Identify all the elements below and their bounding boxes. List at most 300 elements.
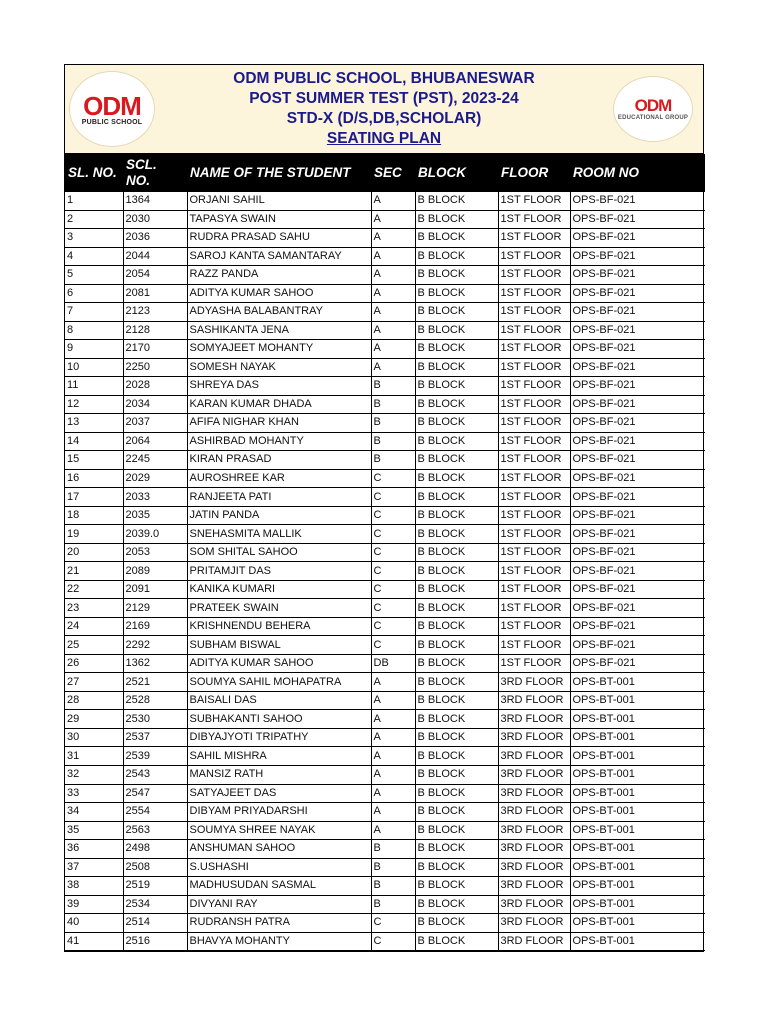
table-row	[65, 321, 705, 340]
floor-cell: 1ST FLOOR	[498, 469, 570, 488]
scl-no-cell: 2054	[123, 266, 187, 285]
student-name-cell: JATIN PANDA	[187, 506, 371, 525]
sl-no-cell: 11	[65, 377, 123, 396]
table-row	[65, 303, 705, 322]
sl-no-cell: 34	[65, 803, 123, 822]
sec-cell: C	[371, 599, 415, 618]
room-no-cell: OPS-BT-001	[570, 914, 705, 933]
table-row	[65, 728, 705, 747]
sec-cell: A	[371, 765, 415, 784]
block-cell: B BLOCK	[415, 266, 498, 285]
floor-cell: 3RD FLOOR	[498, 895, 570, 914]
sec-cell: B	[371, 377, 415, 396]
table-row	[65, 414, 705, 433]
sec-cell: C	[371, 914, 415, 933]
room-no-cell: OPS-BT-001	[570, 895, 705, 914]
block-cell: B BLOCK	[415, 877, 498, 896]
block-cell: B BLOCK	[415, 543, 498, 562]
scl-no-cell: 2516	[123, 932, 187, 951]
column-header-scl-no: SCL. NO.	[123, 154, 187, 192]
scl-no-cell: 2519	[123, 877, 187, 896]
student-name-cell: SOMESH NAYAK	[187, 358, 371, 377]
floor-cell: 1ST FLOOR	[498, 414, 570, 433]
logo-right-sub-text: EDUCATIONAL GROUP	[617, 115, 689, 121]
column-header-block: BLOCK	[415, 154, 498, 192]
scl-no-cell: 2034	[123, 395, 187, 414]
floor-cell: 1ST FLOOR	[498, 192, 570, 210]
room-no-cell: OPS-BT-001	[570, 932, 705, 951]
sec-cell: A	[371, 340, 415, 359]
floor-cell: 3RD FLOOR	[498, 673, 570, 692]
sl-no-cell: 37	[65, 858, 123, 877]
scl-no-cell: 2250	[123, 358, 187, 377]
room-no-cell: OPS-BF-021	[570, 321, 705, 340]
table-row	[65, 266, 705, 285]
block-cell: B BLOCK	[415, 617, 498, 636]
room-no-cell: OPS-BF-021	[570, 654, 705, 673]
room-no-cell: OPS-BF-021	[570, 562, 705, 581]
floor-cell: 1ST FLOOR	[498, 617, 570, 636]
sl-no-cell: 6	[65, 284, 123, 303]
floor-cell: 1ST FLOOR	[498, 580, 570, 599]
block-cell: B BLOCK	[415, 914, 498, 933]
scl-no-cell: 1364	[123, 192, 187, 210]
student-name-cell: S.USHASHI	[187, 858, 371, 877]
table-row	[65, 599, 705, 618]
student-name-cell: PRITAMJIT DAS	[187, 562, 371, 581]
floor-cell: 3RD FLOOR	[498, 858, 570, 877]
block-cell: B BLOCK	[415, 340, 498, 359]
sl-no-cell: 8	[65, 321, 123, 340]
sl-no-cell: 39	[65, 895, 123, 914]
scl-no-cell: 2521	[123, 673, 187, 692]
scl-no-cell: 2563	[123, 821, 187, 840]
sl-no-cell: 35	[65, 821, 123, 840]
table-row	[65, 229, 705, 248]
room-no-cell: OPS-BF-021	[570, 192, 705, 210]
scl-no-cell: 2044	[123, 247, 187, 266]
student-name-cell: ADYASHA BALABANTRAY	[187, 303, 371, 322]
column-header-sl-no: SL. NO.	[65, 154, 123, 192]
room-no-cell: OPS-BF-021	[570, 488, 705, 507]
odm-educational-group-logo	[613, 76, 693, 142]
sec-cell: A	[371, 192, 415, 210]
table-row	[65, 877, 705, 896]
sec-cell: DB	[371, 654, 415, 673]
block-cell: B BLOCK	[415, 580, 498, 599]
floor-cell: 1ST FLOOR	[498, 488, 570, 507]
sec-cell: A	[371, 358, 415, 377]
floor-cell: 3RD FLOOR	[498, 765, 570, 784]
sl-no-cell: 20	[65, 543, 123, 562]
table-row	[65, 617, 705, 636]
room-no-cell: OPS-BF-021	[570, 636, 705, 655]
floor-cell: 3RD FLOOR	[498, 784, 570, 803]
floor-cell: 3RD FLOOR	[498, 710, 570, 729]
block-cell: B BLOCK	[415, 728, 498, 747]
sl-no-cell: 21	[65, 562, 123, 581]
sl-no-cell: 3	[65, 229, 123, 248]
block-cell: B BLOCK	[415, 803, 498, 822]
student-name-cell: SAHIL MISHRA	[187, 747, 371, 766]
table-row	[65, 340, 705, 359]
floor-cell: 1ST FLOOR	[498, 654, 570, 673]
logo-left-sub-text: PUBLIC SCHOOL	[81, 118, 143, 126]
table-row	[65, 525, 705, 544]
block-cell: B BLOCK	[415, 229, 498, 248]
floor-cell: 1ST FLOOR	[498, 506, 570, 525]
table-row	[65, 543, 705, 562]
floor-cell: 3RD FLOOR	[498, 691, 570, 710]
sl-no-cell: 14	[65, 432, 123, 451]
student-name-cell: MANSIZ RATH	[187, 765, 371, 784]
student-name-cell: SNEHASMITA MALLIK	[187, 525, 371, 544]
floor-cell: 1ST FLOOR	[498, 451, 570, 470]
block-cell: B BLOCK	[415, 192, 498, 210]
block-cell: B BLOCK	[415, 654, 498, 673]
table-row	[65, 914, 705, 933]
sec-cell: B	[371, 895, 415, 914]
student-name-cell: SAROJ KANTA SAMANTARAY	[187, 247, 371, 266]
sec-cell: B	[371, 432, 415, 451]
sec-cell: B	[371, 414, 415, 433]
table-row	[65, 192, 705, 210]
block-cell: B BLOCK	[415, 636, 498, 655]
floor-cell: 1ST FLOOR	[498, 636, 570, 655]
table-row	[65, 562, 705, 581]
student-name-cell: AUROSHREE KAR	[187, 469, 371, 488]
room-no-cell: OPS-BF-021	[570, 340, 705, 359]
scl-no-cell: 2033	[123, 488, 187, 507]
block-cell: B BLOCK	[415, 247, 498, 266]
table-row	[65, 765, 705, 784]
sec-cell: A	[371, 266, 415, 285]
room-no-cell: OPS-BT-001	[570, 858, 705, 877]
table-body	[65, 192, 705, 951]
room-no-cell: OPS-BT-001	[570, 728, 705, 747]
room-no-cell: OPS-BF-021	[570, 303, 705, 322]
seating-table	[65, 154, 705, 951]
room-no-cell: OPS-BF-021	[570, 266, 705, 285]
sec-cell: A	[371, 728, 415, 747]
sl-no-cell: 36	[65, 840, 123, 859]
table-row	[65, 377, 705, 396]
student-name-cell: SASHIKANTA JENA	[187, 321, 371, 340]
block-cell: B BLOCK	[415, 414, 498, 433]
room-no-cell: OPS-BT-001	[570, 840, 705, 859]
scl-no-cell: 2547	[123, 784, 187, 803]
floor-cell: 1ST FLOOR	[498, 358, 570, 377]
sl-no-cell: 30	[65, 728, 123, 747]
floor-cell: 1ST FLOOR	[498, 247, 570, 266]
table-row	[65, 654, 705, 673]
floor-cell: 1ST FLOOR	[498, 377, 570, 396]
sl-no-cell: 33	[65, 784, 123, 803]
room-no-cell: OPS-BF-021	[570, 432, 705, 451]
scl-no-cell: 2292	[123, 636, 187, 655]
scl-no-cell: 2539	[123, 747, 187, 766]
test-name: POST SUMMER TEST (PST), 2023-24	[249, 90, 519, 107]
block-cell: B BLOCK	[415, 858, 498, 877]
student-name-cell: KARAN KUMAR DHADA	[187, 395, 371, 414]
room-no-cell: OPS-BF-021	[570, 247, 705, 266]
table-row	[65, 673, 705, 692]
sl-no-cell: 18	[65, 506, 123, 525]
column-header-sec: SEC	[371, 154, 415, 192]
scl-no-cell: 2064	[123, 432, 187, 451]
block-cell: B BLOCK	[415, 303, 498, 322]
table-row	[65, 210, 705, 229]
room-no-cell: OPS-BF-021	[570, 506, 705, 525]
scl-no-cell: 2537	[123, 728, 187, 747]
student-name-cell: RUDRANSH PATRA	[187, 914, 371, 933]
sec-cell: C	[371, 525, 415, 544]
sec-cell: B	[371, 858, 415, 877]
block-cell: B BLOCK	[415, 321, 498, 340]
standard-name: STD-X (D/S,DB,SCHOLAR)	[286, 110, 482, 127]
room-no-cell: OPS-BF-021	[570, 543, 705, 562]
room-no-cell: OPS-BF-021	[570, 525, 705, 544]
student-name-cell: KRISHNENDU BEHERA	[187, 617, 371, 636]
table-row	[65, 710, 705, 729]
student-name-cell: DIBYAM PRIYADARSHI	[187, 803, 371, 822]
block-cell: B BLOCK	[415, 377, 498, 396]
sec-cell: A	[371, 284, 415, 303]
scl-no-cell: 2091	[123, 580, 187, 599]
floor-cell: 1ST FLOOR	[498, 266, 570, 285]
sl-no-cell: 15	[65, 451, 123, 470]
table-row	[65, 432, 705, 451]
sl-no-cell: 29	[65, 710, 123, 729]
sec-cell: B	[371, 451, 415, 470]
floor-cell: 3RD FLOOR	[498, 840, 570, 859]
sl-no-cell: 28	[65, 691, 123, 710]
scl-no-cell: 2035	[123, 506, 187, 525]
table-row	[65, 858, 705, 877]
student-name-cell: SOM SHITAL SAHOO	[187, 543, 371, 562]
room-no-cell: OPS-BF-021	[570, 284, 705, 303]
sl-no-cell: 17	[65, 488, 123, 507]
floor-cell: 1ST FLOOR	[498, 321, 570, 340]
sec-cell: A	[371, 821, 415, 840]
table-row	[65, 821, 705, 840]
student-name-cell: RUDRA PRASAD SAHU	[187, 229, 371, 248]
sl-no-cell: 12	[65, 395, 123, 414]
sl-no-cell: 40	[65, 914, 123, 933]
table-row	[65, 803, 705, 822]
table-row	[65, 895, 705, 914]
room-no-cell: OPS-BF-021	[570, 599, 705, 618]
room-no-cell: OPS-BF-021	[570, 580, 705, 599]
scl-no-cell: 2037	[123, 414, 187, 433]
sl-no-cell: 41	[65, 932, 123, 951]
scl-no-cell: 2081	[123, 284, 187, 303]
sl-no-cell: 4	[65, 247, 123, 266]
odm-public-school-logo	[69, 71, 155, 147]
sec-cell: A	[371, 673, 415, 692]
floor-cell: 3RD FLOOR	[498, 877, 570, 896]
scl-no-cell: 2170	[123, 340, 187, 359]
room-no-cell: OPS-BT-001	[570, 765, 705, 784]
sec-cell: C	[371, 617, 415, 636]
room-no-cell: OPS-BT-001	[570, 821, 705, 840]
table-row	[65, 488, 705, 507]
scl-no-cell: 2053	[123, 543, 187, 562]
floor-cell: 1ST FLOOR	[498, 229, 570, 248]
room-no-cell: OPS-BT-001	[570, 710, 705, 729]
block-cell: B BLOCK	[415, 765, 498, 784]
block-cell: B BLOCK	[415, 451, 498, 470]
scl-no-cell: 2534	[123, 895, 187, 914]
floor-cell: 1ST FLOOR	[498, 543, 570, 562]
sl-no-cell: 2	[65, 210, 123, 229]
floor-cell: 1ST FLOOR	[498, 562, 570, 581]
sec-cell: B	[371, 840, 415, 859]
plan-title: SEATING PLAN	[326, 130, 442, 147]
sl-no-cell: 26	[65, 654, 123, 673]
sec-cell: C	[371, 488, 415, 507]
table-row	[65, 395, 705, 414]
table-row	[65, 840, 705, 859]
student-name-cell: TAPASYA SWAIN	[187, 210, 371, 229]
room-no-cell: OPS-BF-021	[570, 229, 705, 248]
sec-cell: C	[371, 636, 415, 655]
school-name: ODM PUBLIC SCHOOL, BHUBANESWAR	[233, 70, 535, 87]
scl-no-cell: 2129	[123, 599, 187, 618]
scl-no-cell: 2030	[123, 210, 187, 229]
student-name-cell: ADITYA KUMAR SAHOO	[187, 284, 371, 303]
block-cell: B BLOCK	[415, 284, 498, 303]
room-no-cell: OPS-BF-021	[570, 210, 705, 229]
student-name-cell: PRATEEK SWAIN	[187, 599, 371, 618]
scl-no-cell: 2029	[123, 469, 187, 488]
sec-cell: C	[371, 506, 415, 525]
sl-no-cell: 24	[65, 617, 123, 636]
table-row	[65, 451, 705, 470]
column-header-room-no: ROOM NO	[570, 154, 705, 192]
logo-left-main-text: ODM	[83, 90, 141, 121]
sec-cell: A	[371, 747, 415, 766]
scl-no-cell: 2169	[123, 617, 187, 636]
scl-no-cell: 2128	[123, 321, 187, 340]
sec-cell: A	[371, 710, 415, 729]
sl-no-cell: 32	[65, 765, 123, 784]
room-no-cell: OPS-BF-021	[570, 469, 705, 488]
student-name-cell: SHREYA DAS	[187, 377, 371, 396]
floor-cell: 1ST FLOOR	[498, 432, 570, 451]
student-name-cell: SUBHAM BISWAL	[187, 636, 371, 655]
sec-cell: B	[371, 877, 415, 896]
floor-cell: 1ST FLOOR	[498, 340, 570, 359]
scl-no-cell: 2028	[123, 377, 187, 396]
sl-no-cell: 27	[65, 673, 123, 692]
block-cell: B BLOCK	[415, 395, 498, 414]
student-name-cell: KANIKA KUMARI	[187, 580, 371, 599]
room-no-cell: OPS-BF-021	[570, 358, 705, 377]
student-name-cell: DIBYAJYOTI TRIPATHY	[187, 728, 371, 747]
room-no-cell: OPS-BT-001	[570, 784, 705, 803]
scl-no-cell: 2528	[123, 691, 187, 710]
sec-cell: C	[371, 562, 415, 581]
scl-no-cell: 1362	[123, 654, 187, 673]
room-no-cell: OPS-BF-021	[570, 617, 705, 636]
sec-cell: A	[371, 229, 415, 248]
room-no-cell: OPS-BF-021	[570, 395, 705, 414]
scl-no-cell: 2036	[123, 229, 187, 248]
scl-no-cell: 2123	[123, 303, 187, 322]
room-no-cell: OPS-BF-021	[570, 451, 705, 470]
block-cell: B BLOCK	[415, 747, 498, 766]
scl-no-cell: 2245	[123, 451, 187, 470]
floor-cell: 1ST FLOOR	[498, 599, 570, 618]
scl-no-cell: 2554	[123, 803, 187, 822]
student-name-cell: ANSHUMAN SAHOO	[187, 840, 371, 859]
sl-no-cell: 7	[65, 303, 123, 322]
floor-cell: 1ST FLOOR	[498, 284, 570, 303]
sl-no-cell: 38	[65, 877, 123, 896]
room-no-cell: OPS-BT-001	[570, 877, 705, 896]
floor-cell: 3RD FLOOR	[498, 747, 570, 766]
student-name-cell: SUBHAKANTI SAHOO	[187, 710, 371, 729]
room-no-cell: OPS-BF-021	[570, 414, 705, 433]
table-row	[65, 932, 705, 951]
sl-no-cell: 23	[65, 599, 123, 618]
scl-no-cell: 2089	[123, 562, 187, 581]
sec-cell: C	[371, 543, 415, 562]
student-name-cell: SOUMYA SAHIL MOHAPATRA	[187, 673, 371, 692]
sl-no-cell: 10	[65, 358, 123, 377]
student-name-cell: BAISALI DAS	[187, 691, 371, 710]
sec-cell: C	[371, 469, 415, 488]
sl-no-cell: 19	[65, 525, 123, 544]
sl-no-cell: 16	[65, 469, 123, 488]
floor-cell: 3RD FLOOR	[498, 932, 570, 951]
column-header-floor: FLOOR	[498, 154, 570, 192]
table-row	[65, 247, 705, 266]
student-name-cell: AFIFA NIGHAR KHAN	[187, 414, 371, 433]
student-name-cell: ADITYA KUMAR SAHOO	[187, 654, 371, 673]
room-no-cell: OPS-BF-021	[570, 377, 705, 396]
sec-cell: A	[371, 321, 415, 340]
sec-cell: C	[371, 932, 415, 951]
block-cell: B BLOCK	[415, 469, 498, 488]
sl-no-cell: 13	[65, 414, 123, 433]
block-cell: B BLOCK	[415, 691, 498, 710]
room-no-cell: OPS-BT-001	[570, 673, 705, 692]
floor-cell: 1ST FLOOR	[498, 303, 570, 322]
scl-no-cell: 2543	[123, 765, 187, 784]
table-row	[65, 358, 705, 377]
table-row	[65, 580, 705, 599]
block-cell: B BLOCK	[415, 525, 498, 544]
scl-no-cell: 2039.0	[123, 525, 187, 544]
student-name-cell: SATYAJEET DAS	[187, 784, 371, 803]
title-block	[185, 69, 583, 149]
sec-cell: A	[371, 784, 415, 803]
block-cell: B BLOCK	[415, 840, 498, 859]
room-no-cell: OPS-BT-001	[570, 691, 705, 710]
block-cell: B BLOCK	[415, 210, 498, 229]
room-no-cell: OPS-BT-001	[570, 803, 705, 822]
floor-cell: 3RD FLOOR	[498, 821, 570, 840]
column-header-name: NAME OF THE STUDENT	[187, 154, 371, 192]
table-row	[65, 691, 705, 710]
seating-plan-sheet	[64, 64, 704, 952]
scl-no-cell: 2514	[123, 914, 187, 933]
table-row	[65, 636, 705, 655]
header-banner	[65, 65, 703, 154]
table-row	[65, 784, 705, 803]
